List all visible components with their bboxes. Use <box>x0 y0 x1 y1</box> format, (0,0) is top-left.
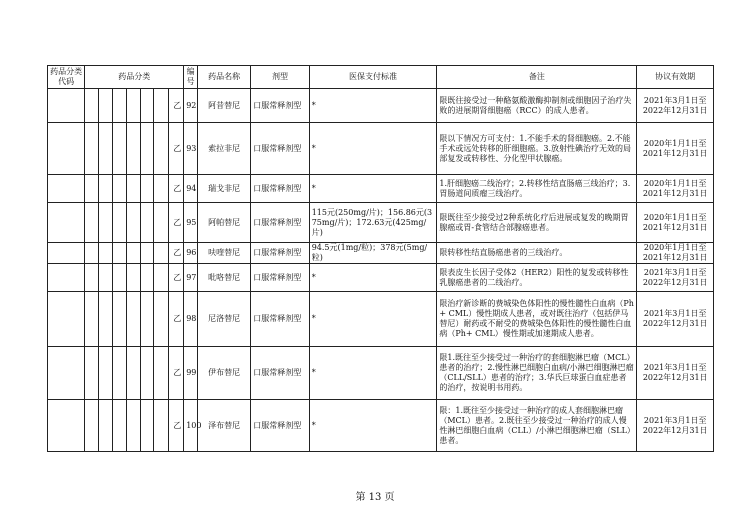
header-number: 编号 <box>184 66 198 89</box>
category-cell: 乙 <box>169 400 184 452</box>
category-empty-cell <box>112 89 126 123</box>
drug-name-cell: 阿帕替尼 <box>198 203 251 243</box>
category-empty-cell <box>126 347 140 400</box>
category-empty-cell <box>112 264 126 292</box>
validity-cell: 2021年3月1日至2022年12月31日 <box>637 400 714 452</box>
category-cell: 乙 <box>169 243 184 264</box>
dosage-cell: 口服常释剂型 <box>251 400 310 452</box>
code-cell <box>48 89 85 123</box>
category-empty-cell <box>126 264 140 292</box>
category-empty-cell <box>85 175 99 203</box>
note-cell: 限既往至少接受过2种系统化疗后进展或复发的晚期胃腺癌或胃-食管结合部腺癌患者。 <box>437 203 637 243</box>
table-row <box>48 292 714 347</box>
category-empty-cell <box>126 203 140 243</box>
category-empty-cell <box>154 400 169 452</box>
standard-cell: * <box>309 89 437 123</box>
number-cell: 92 <box>184 89 198 123</box>
category-empty-cell <box>154 89 169 123</box>
code-cell <box>48 123 85 175</box>
category-empty-cell <box>99 203 113 243</box>
code-cell <box>48 400 85 452</box>
category-empty-cell <box>126 243 140 264</box>
category-empty-cell <box>154 123 169 175</box>
category-empty-cell <box>99 175 113 203</box>
category-cell: 乙 <box>169 347 184 400</box>
category-empty-cell <box>85 243 99 264</box>
number-cell: 94 <box>184 175 198 203</box>
number-cell: 93 <box>184 123 198 175</box>
category-empty-cell <box>126 400 140 452</box>
validity-cell: 2020年1月1日至2021年12月31日 <box>637 123 714 175</box>
category-cell: 乙 <box>169 292 184 347</box>
validity-cell: 2020年1月1日至2021年12月31日 <box>637 203 714 243</box>
drug-name-cell: 阿昔替尼 <box>198 89 251 123</box>
category-empty-cell <box>85 89 99 123</box>
number-cell: 100 <box>184 400 198 452</box>
note-cell: 限表皮生长因子受体2（HER2）阳性的复发或转移性乳腺癌患者的二线治疗。 <box>437 264 637 292</box>
category-cell: 乙 <box>169 123 184 175</box>
category-empty-cell <box>99 89 113 123</box>
code-cell <box>48 347 85 400</box>
category-empty-cell <box>85 292 99 347</box>
table-row <box>48 243 714 264</box>
header-dosage: 剂型 <box>251 66 310 89</box>
table-header-row <box>48 66 714 89</box>
category-empty-cell <box>85 203 99 243</box>
dosage-cell: 口服常释剂型 <box>251 347 310 400</box>
category-empty-cell <box>140 292 154 347</box>
table-row <box>48 400 714 452</box>
standard-cell: 115元(250mg/片)；156.86元(375mg/片)；172.63元(425mg/片) <box>309 203 437 243</box>
standard-cell: * <box>309 264 437 292</box>
category-empty-cell <box>140 347 154 400</box>
category-empty-cell <box>112 400 126 452</box>
category-cell: 乙 <box>169 264 184 292</box>
code-cell <box>48 292 85 347</box>
table-row <box>48 89 714 123</box>
drug-name-cell: 瑞戈非尼 <box>198 175 251 203</box>
category-empty-cell <box>140 264 154 292</box>
note-cell: 限：1.既往至少接受过一种治疗的成人套细胞淋巴瘤（MCL）患者。2.既往至少接受过一种治疗的成人慢性淋巴细胞白血病（CLL）/小淋巴细胞淋巴瘤（SLL）患者。 <box>437 400 637 452</box>
dosage-cell: 口服常释剂型 <box>251 292 310 347</box>
header-code: 药品分类代码 <box>48 66 85 89</box>
code-cell <box>48 203 85 243</box>
code-cell <box>48 264 85 292</box>
category-cell: 乙 <box>169 175 184 203</box>
category-empty-cell <box>112 292 126 347</box>
validity-cell: 2021年3月1日至2022年12月31日 <box>637 89 714 123</box>
category-empty-cell <box>126 123 140 175</box>
page-footer: 第 13 页 <box>355 492 395 503</box>
category-empty-cell <box>112 203 126 243</box>
number-cell: 98 <box>184 292 198 347</box>
category-empty-cell <box>85 347 99 400</box>
validity-cell: 2021年3月1日至2022年12月31日 <box>637 264 714 292</box>
category-cell: 乙 <box>169 89 184 123</box>
header-validity: 协议有效期 <box>637 66 714 89</box>
drug-name-cell: 泽布替尼 <box>198 400 251 452</box>
table-row <box>48 203 714 243</box>
category-empty-cell <box>126 175 140 203</box>
category-empty-cell <box>99 347 113 400</box>
table-row <box>48 123 714 175</box>
dosage-cell: 口服常释剂型 <box>251 175 310 203</box>
category-empty-cell <box>140 123 154 175</box>
validity-cell: 2021年3月1日至2022年12月31日 <box>637 292 714 347</box>
note-cell: 限治疗新诊断的费城染色体阳性的慢性髓性白血病（Ph+ CML）慢性期成人患者，或对既往治疗（包括伊马替尼）耐药或不耐受的费城染色体阳性的慢性髓性白血病（Ph+ CML）慢性期或加速期成人患者。 <box>437 292 637 347</box>
note-cell: 限以下情况方可支付：1.不能手术的肾细胞癌。2.不能手术或远处转移的肝细胞癌。3.放射性碘治疗无效的局部复发或转移性、分化型甲状腺癌。 <box>437 123 637 175</box>
table-row <box>48 347 714 400</box>
category-empty-cell <box>140 243 154 264</box>
category-empty-cell <box>112 175 126 203</box>
category-empty-cell <box>154 175 169 203</box>
validity-cell: 2020年1月1日至2021年12月31日 <box>637 243 714 264</box>
category-empty-cell <box>85 400 99 452</box>
category-empty-cell <box>154 243 169 264</box>
dosage-cell: 口服常释剂型 <box>251 203 310 243</box>
dosage-cell: 口服常释剂型 <box>251 123 310 175</box>
standard-cell: 94.5元(1mg/粒)；378元(5mg/粒) <box>309 243 437 264</box>
category-empty-cell <box>112 347 126 400</box>
number-cell: 95 <box>184 203 198 243</box>
category-empty-cell <box>126 89 140 123</box>
category-empty-cell <box>99 400 113 452</box>
category-empty-cell <box>99 123 113 175</box>
standard-cell: * <box>309 400 437 452</box>
code-cell <box>48 243 85 264</box>
category-empty-cell <box>99 243 113 264</box>
header-standard: 医保支付标准 <box>309 66 437 89</box>
dosage-cell: 口服常释剂型 <box>251 264 310 292</box>
drug-name-cell: 呋喹替尼 <box>198 243 251 264</box>
number-cell: 97 <box>184 264 198 292</box>
code-cell <box>48 175 85 203</box>
note-cell: 限1.既往至少接受过一种治疗的套细胞淋巴瘤（MCL）患者的治疗；2.慢性淋巴细胞白血病/小淋巴细胞淋巴瘤（CLL/SLL）患者的治疗；3.华氏巨球蛋白血症患者的治疗，按说明书用药。 <box>437 347 637 400</box>
category-cell: 乙 <box>169 203 184 243</box>
standard-cell: * <box>309 347 437 400</box>
number-cell: 99 <box>184 347 198 400</box>
category-empty-cell <box>85 264 99 292</box>
dosage-cell: 口服常释剂型 <box>251 89 310 123</box>
drug-name-cell: 索拉非尼 <box>198 123 251 175</box>
header-category: 药品分类 <box>85 66 184 89</box>
category-empty-cell <box>99 264 113 292</box>
note-cell: 限既往接受过一种酪氨酸激酶抑制剂或细胞因子治疗失败的进展期肾细胞癌（RCC）的成人患者。 <box>437 89 637 123</box>
table-row <box>48 175 714 203</box>
drug-table <box>47 65 714 452</box>
category-empty-cell <box>99 292 113 347</box>
category-empty-cell <box>140 203 154 243</box>
validity-cell: 2020年1月1日至2021年12月31日 <box>637 175 714 203</box>
table-row <box>48 264 714 292</box>
category-empty-cell <box>112 243 126 264</box>
header-note: 备注 <box>437 66 637 89</box>
note-cell: 限转移性结直肠癌患者的三线治疗。 <box>437 243 637 264</box>
category-empty-cell <box>112 123 126 175</box>
header-name: 药品名称 <box>198 66 251 89</box>
drug-name-cell: 伊布替尼 <box>198 347 251 400</box>
category-empty-cell <box>140 400 154 452</box>
category-empty-cell <box>154 264 169 292</box>
validity-cell: 2021年3月1日至2022年12月31日 <box>637 347 714 400</box>
category-empty-cell <box>154 347 169 400</box>
category-empty-cell <box>140 89 154 123</box>
category-empty-cell <box>126 292 140 347</box>
category-empty-cell <box>154 292 169 347</box>
drug-name-cell: 吡咯替尼 <box>198 264 251 292</box>
category-empty-cell <box>154 203 169 243</box>
note-cell: 1.肝细胞癌二线治疗；2.转移性结直肠癌三线治疗；3.胃肠道间质瘤三线治疗。 <box>437 175 637 203</box>
standard-cell: * <box>309 123 437 175</box>
category-empty-cell <box>140 175 154 203</box>
dosage-cell: 口服常释剂型 <box>251 243 310 264</box>
category-empty-cell <box>85 123 99 175</box>
standard-cell: * <box>309 175 437 203</box>
drug-name-cell: 尼洛替尼 <box>198 292 251 347</box>
number-cell: 96 <box>184 243 198 264</box>
standard-cell: * <box>309 292 437 347</box>
